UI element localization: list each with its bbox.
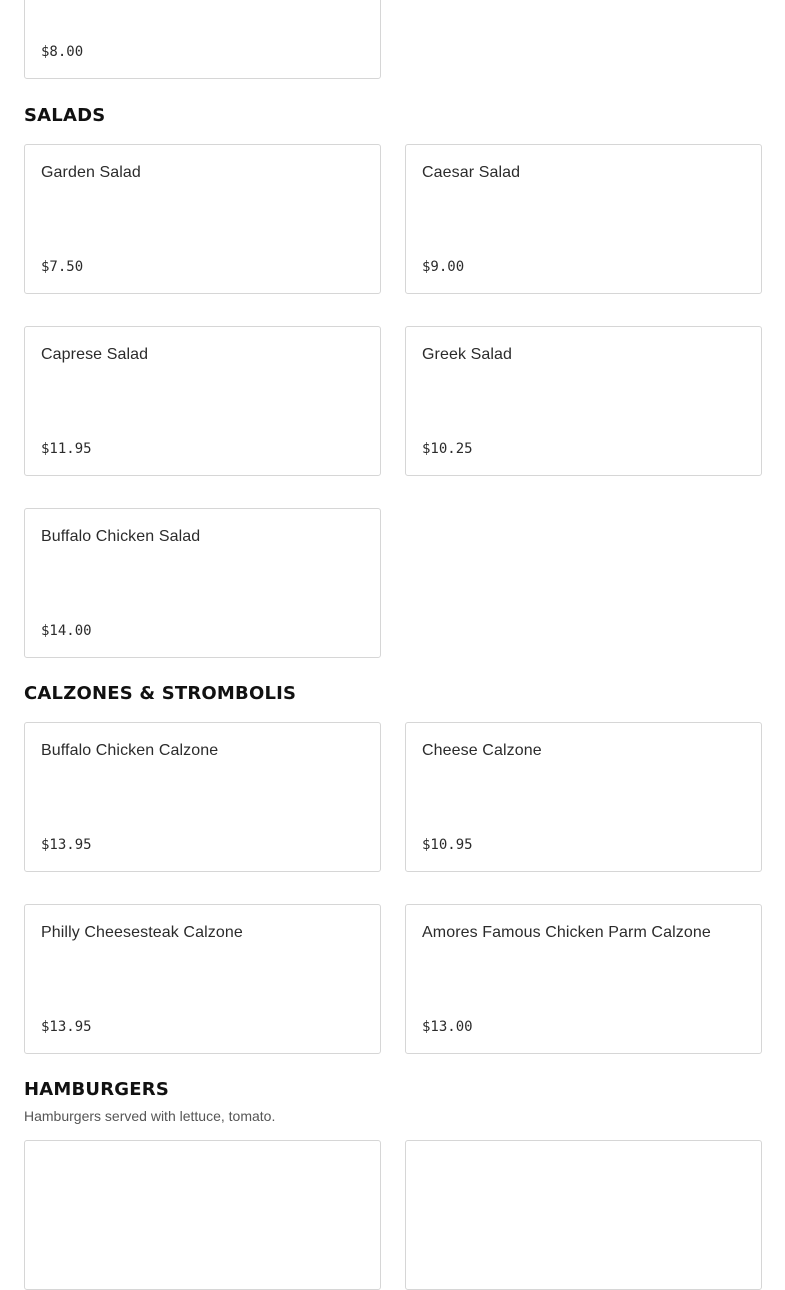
menu-item-card[interactable] (405, 1140, 762, 1290)
menu-item-name: Amores Famous Chicken Parm Calzone (422, 924, 711, 941)
menu-item-card[interactable] (24, 904, 381, 1054)
menu-item-price: $14.00 (41, 623, 92, 639)
section-title-hamburgers: HAMBURGERS (24, 1079, 169, 1100)
menu-item-name: Buffalo Chicken Calzone (41, 742, 219, 759)
section-description: Hamburgers served with lettuce, tomato. (24, 1108, 276, 1124)
menu-item-price: $9.00 (422, 259, 465, 275)
menu-item-card[interactable] (24, 0, 381, 79)
menu-item-name: Greek Salad (422, 346, 513, 363)
section-title-salads: SALADS (24, 105, 106, 126)
menu-item-card[interactable] (405, 326, 762, 476)
menu-item-price: $13.95 (41, 1019, 92, 1035)
menu-item-price: $10.25 (422, 441, 473, 457)
menu-item-card[interactable] (24, 144, 381, 294)
section-title-calzones: CALZONES & STROMBOLIS (24, 683, 297, 704)
menu-item-name: Caprese Salad (41, 346, 149, 363)
menu-item-card[interactable] (24, 722, 381, 872)
menu-item-card[interactable] (405, 144, 762, 294)
menu-item-name: Garden Salad (41, 164, 141, 181)
menu-item-card[interactable] (405, 904, 762, 1054)
menu-item-price: $13.00 (422, 1019, 473, 1035)
menu-item-card[interactable] (405, 722, 762, 872)
menu-item-name: Cheese Calzone (422, 742, 542, 759)
menu-item-card[interactable] (24, 1140, 381, 1290)
menu-item-card[interactable] (24, 326, 381, 476)
menu-item-name: Philly Cheesesteak Calzone (41, 924, 243, 941)
menu-item-name: Caesar Salad (422, 164, 521, 181)
menu-item-price: $11.95 (41, 441, 92, 457)
menu-item-price: $13.95 (41, 837, 92, 853)
menu-item-name: Buffalo Chicken Salad (41, 528, 201, 545)
menu-item-card[interactable] (24, 508, 381, 658)
menu-item-price: $7.50 (41, 259, 84, 275)
menu-item-price: $10.95 (422, 837, 473, 853)
menu-item-price: $8.00 (41, 44, 84, 60)
